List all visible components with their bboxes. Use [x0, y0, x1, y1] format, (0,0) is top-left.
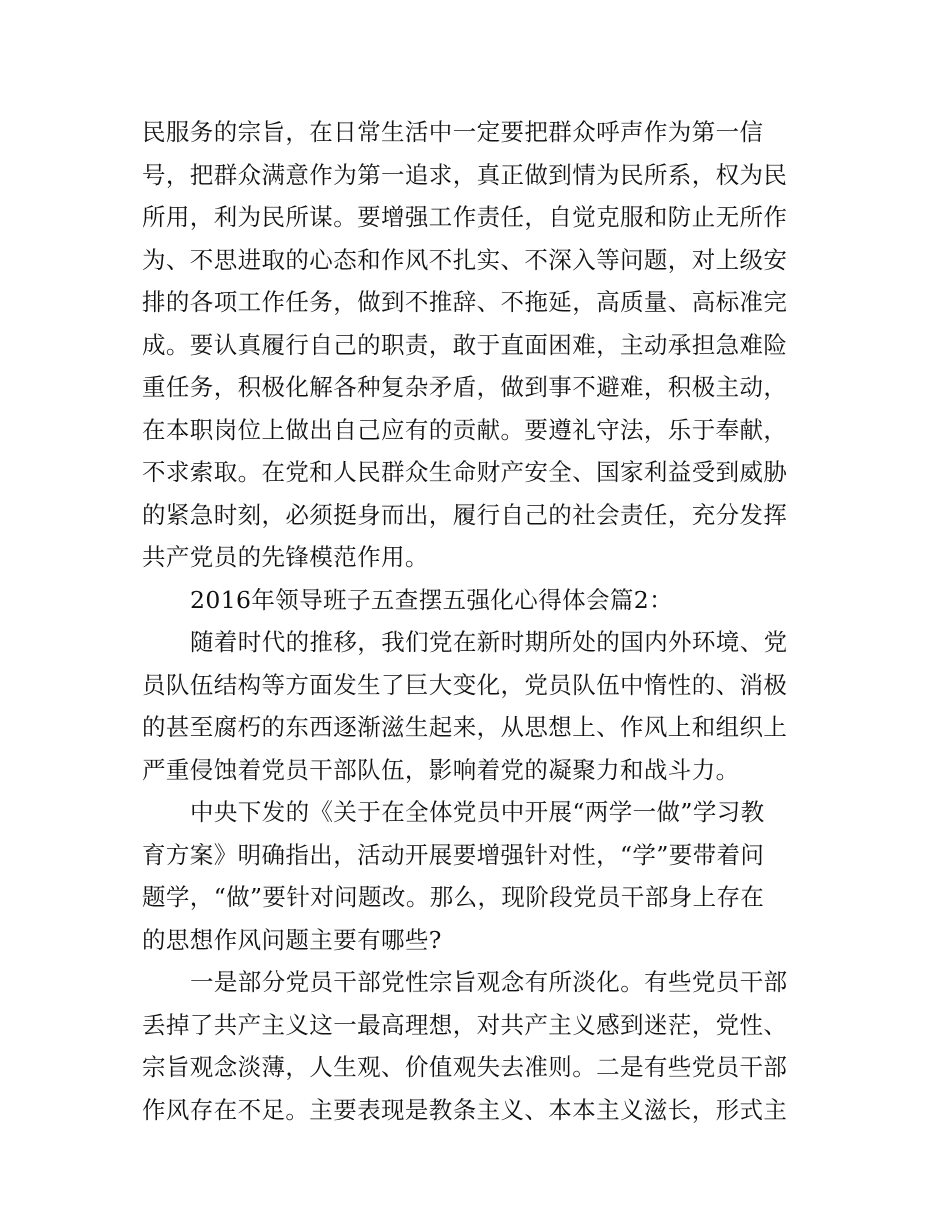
text-line: 民服务的宗旨，在日常生活中一定要把群众呼声作为第一信 [142, 118, 764, 146]
text-line: 为、不思进取的心态和作风不扎实、不深入等问题，对上级安 [142, 245, 788, 274]
text-line: 2016年领导班子五查摆五强化心得体会篇2： [190, 585, 674, 614]
text-line: 随着时代的推移，我们党在新时期所处的国内外环境、党 [190, 628, 788, 656]
text-line: 宗旨观念淡薄，人生观、价值观失去准则。二是有些党员干部 [142, 1053, 788, 1081]
text-line: 在本职岗位上做出自己应有的贡献。要遵礼守法，乐于奉献， [142, 415, 788, 444]
text-line: 丢掉了共产主义这一最高理想，对共产主义感到迷茫，党性、 [142, 1010, 788, 1039]
text-line: 的思想作风问题主要有哪些? [142, 925, 442, 954]
text-line: 育方案》明确指出，活动开展要增强针对性，“学”要带着问 [142, 840, 765, 869]
text-line: 作风存在不足。主要表现是教条主义、本本主义滋长，形式主 [142, 1095, 788, 1124]
text-line: 的甚至腐朽的东西逐渐滋生起来，从思想上、作风上和组织上 [142, 713, 788, 741]
text-line: 号，把群众满意作为第一追求，真正做到情为民所系，权为民 [142, 160, 788, 189]
text-line: 一是部分党员干部党性宗旨观念有所淡化。有些党员干部 [190, 968, 788, 996]
text-line: 中央下发的《关于在全体党员中开展“两学一做”学习教 [190, 798, 765, 826]
text-line: 成。要认真履行自己的职责，敢于直面困难，主动承担急难险 [142, 330, 788, 359]
text-line: 严重侵蚀着党员干部队伍，影响着党的凝聚力和战斗力。 [142, 755, 740, 784]
text-line: 员队伍结构等方面发生了巨大变化，党员队伍中惰性的、消极 [142, 670, 788, 699]
text-line: 共产党员的先锋模范作用。 [142, 543, 429, 571]
text-line: 的紧急时刻，必须挺身而出，履行自己的社会责任，充分发挥 [142, 500, 788, 529]
text-line: 重任务，积极化解各种复杂矛盾，做到事不避难，积极主动， [142, 373, 788, 401]
text-line: 所用，利为民所谋。要增强工作责任，自觉克服和防止无所作 [142, 203, 788, 231]
text-line: 不求索取。在党和人民群众生命财产安全、国家利益受到威胁 [142, 458, 788, 486]
document-body [142, 111, 814, 1131]
text-line: 排的各项工作任务，做到不推辞、不拖延，高质量、高标准完 [142, 288, 788, 316]
text-line: 题学，“做”要针对问题改。那么，现阶段党员干部身上存在 [142, 883, 765, 911]
